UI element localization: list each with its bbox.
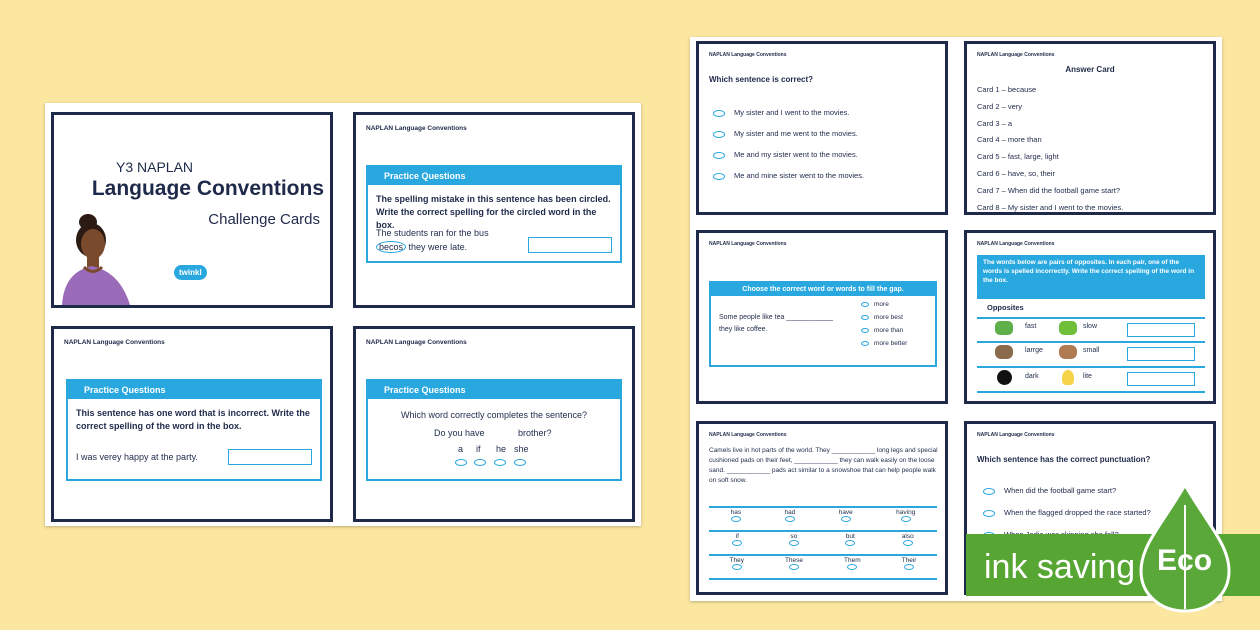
answer-line: Card 3 – a (977, 118, 1013, 128)
instruction-banner: The words below are pairs of opposites. In each pair, one of the words is spelled incorrectly. Write the correct spelling of the word in the box. (977, 255, 1205, 299)
choice-row-2 (709, 533, 937, 547)
radio-a[interactable] (455, 459, 467, 466)
option-a: a (458, 444, 464, 454)
choice-label: have (838, 509, 853, 516)
student-illustration (58, 210, 138, 305)
word-fast: fast (1025, 323, 1037, 330)
option-4 (861, 340, 907, 347)
option-label: My sister and I went to the movies. (734, 108, 850, 117)
cover-tagline: Challenge Cards (208, 211, 320, 228)
choice (844, 557, 861, 571)
ink-saving-text: ink saving (984, 548, 1136, 586)
car-slow-icon (1059, 321, 1077, 335)
complete-sentence-card (353, 326, 635, 522)
radio-icon[interactable] (903, 540, 913, 546)
radio-icon[interactable] (983, 510, 995, 517)
option-label: more best (874, 314, 903, 321)
instruction-bar-text: Choose the correct word or words to fill the gap. (711, 283, 935, 296)
dark-circle-icon (997, 370, 1012, 385)
option-3 (861, 327, 903, 334)
answer-line: Card 5 – fast, large, light (977, 152, 1059, 162)
radio-icon[interactable] (713, 152, 725, 159)
radio-he[interactable] (494, 459, 506, 466)
left-sheet (45, 103, 641, 526)
choice-row-1 (709, 509, 937, 523)
box-title: Practice Questions (68, 381, 320, 399)
sentence-text: Some people like tea (719, 314, 785, 321)
card-header: NAPLAN Language Conventions (366, 125, 467, 132)
choice-label: They (729, 557, 744, 564)
option-label: more than (874, 327, 904, 334)
radio-icon[interactable] (983, 488, 995, 495)
card-header: NAPLAN Language Conventions (64, 339, 165, 346)
choice (730, 557, 744, 571)
option-he: he (496, 444, 507, 454)
option-2 (861, 314, 903, 321)
option-4 (713, 171, 864, 180)
choice (785, 509, 796, 523)
choice-label: also (901, 533, 914, 540)
choice (731, 509, 741, 523)
word-small: small (1083, 347, 1100, 354)
choice (845, 533, 855, 547)
animal-small-icon (1059, 345, 1077, 359)
answer-line: Card 1 – because (977, 85, 1037, 94)
answer-line: Card 7 – When did the football game start? (977, 185, 1120, 195)
radio-icon[interactable] (847, 564, 857, 570)
option-label: Me and my sister went to the movies. (734, 150, 858, 159)
cover-title: Language Conventions (91, 177, 324, 200)
card-header: NAPLAN Language Conventions (366, 339, 467, 346)
answers-list (977, 82, 1123, 215)
question: Which sentence has the correct punctuation? (977, 455, 1151, 464)
sentence: I was verey happy at the party. (76, 452, 198, 462)
choice (902, 557, 917, 571)
sentence-line-2 (376, 241, 467, 254)
card-header: NAPLAN Language Conventions (977, 52, 1055, 58)
radio-icon[interactable] (845, 540, 855, 546)
circled-word: becos (376, 241, 406, 253)
correct-sentence-card (696, 41, 948, 215)
radio-icon[interactable] (861, 328, 869, 333)
option-label: Me and mine sister went to the movies. (734, 171, 865, 180)
box-title: Practice Questions (368, 381, 620, 399)
instruction: This sentence has one word that is incorrect. Write the correct spelling of the word in the box. (76, 408, 310, 432)
option-1 (713, 108, 849, 117)
word-slow: slow (1083, 323, 1098, 330)
sentence-part-2: they like coffee. (719, 326, 768, 333)
practice-questions-box (366, 379, 622, 481)
radio-she[interactable] (514, 459, 526, 466)
incorrect-word-card (51, 326, 333, 522)
card-header: NAPLAN Language Conventions (709, 241, 787, 247)
choice (896, 509, 915, 523)
practice-questions-box (66, 379, 322, 481)
fill-gap-card (696, 230, 948, 404)
radio-icon[interactable] (789, 540, 799, 546)
option-3 (713, 150, 858, 159)
choice-label: having (896, 509, 916, 516)
choice-label: has (730, 509, 742, 516)
instruction-bar (709, 281, 937, 367)
answer-line: Card 2 – very (977, 101, 1023, 111)
question: Which word correctly completes the sentence? (400, 410, 588, 420)
word-dark: dark (1025, 373, 1039, 380)
radio-icon[interactable] (731, 516, 741, 522)
row-divider (977, 391, 1205, 393)
option-if: if (476, 444, 481, 454)
radio-icon[interactable] (785, 516, 795, 522)
answer-box[interactable] (1127, 372, 1195, 386)
option-1 (983, 486, 1116, 495)
card-header: NAPLAN Language Conventions (709, 432, 787, 438)
answer-card-title: Answer Card (1065, 65, 1115, 74)
radio-icon[interactable] (732, 564, 742, 570)
answer-card (964, 41, 1216, 215)
option-2 (983, 508, 1151, 517)
sentence-part-1: Do you have (434, 428, 485, 438)
twinkl-logo (174, 265, 207, 280)
radio-icon[interactable] (861, 302, 869, 307)
answer-line: Card 6 – have, so, their (977, 168, 1055, 178)
radio-icon[interactable] (901, 516, 911, 522)
card-header: NAPLAN Language Conventions (709, 52, 787, 58)
answer-line: Card 8 – My sister and I went to the movies. (977, 202, 1124, 212)
choice (839, 509, 853, 523)
table-title: Opposites (987, 303, 1024, 312)
answer-box[interactable] (1127, 347, 1195, 361)
sentence-part-2: brother? (518, 428, 552, 438)
passage: Camels live in hot parts of the world. They ____________ long legs and special cushioned pads on their feet, ____________ they can walk easily on the loose sand. ____________ pads act similar to a snowshoe that can help people walk on soft snow. (709, 447, 938, 485)
option-label: more (874, 301, 889, 308)
twinkl-logo-text: twinkl (179, 268, 202, 277)
lightbulb-icon (1062, 370, 1074, 385)
row-divider (977, 317, 1205, 319)
option-label: My sister and me went to the movies. (734, 129, 858, 138)
practice-questions-box (366, 165, 622, 263)
box-title: Practice Questions (368, 167, 620, 185)
choice (785, 557, 803, 571)
camels-card (696, 421, 948, 595)
choice-label: These (784, 557, 804, 564)
card-header: NAPLAN Language Conventions (977, 432, 1055, 438)
answer-line: Card 4 – more than (977, 135, 1042, 145)
row-divider (977, 341, 1205, 343)
spelling-circled-card (353, 112, 635, 308)
sentence-end: they were late. (408, 242, 468, 252)
choice-label: Them (844, 557, 861, 564)
card-header: NAPLAN Language Conventions (977, 241, 1055, 247)
cover-card (51, 112, 333, 308)
radio-icon[interactable] (713, 173, 725, 180)
sentence-line-1: The students ran for the bus (376, 228, 489, 238)
question: Which sentence is correct? (709, 75, 814, 84)
option-she: she (514, 444, 529, 454)
answer-box[interactable] (228, 449, 312, 465)
animal-large-icon (995, 345, 1013, 359)
instruction: The spelling mistake in this sentence has been circled. Write the correct spelling for the circled word in the box. (376, 194, 611, 231)
radio-icon[interactable] (713, 110, 725, 117)
option-label: When did the football game start? (1004, 486, 1117, 495)
choice (789, 533, 799, 547)
choice (732, 533, 742, 547)
option-2 (713, 129, 858, 138)
choice-row-3 (709, 557, 937, 571)
word-larrge: larrge (1025, 347, 1043, 354)
answer-box[interactable] (1127, 323, 1195, 337)
radio-icon[interactable] (713, 131, 725, 138)
option-label: When the flagged dropped the race started? (1004, 508, 1151, 517)
radio-if[interactable] (474, 459, 486, 466)
word-lite: lite (1083, 373, 1092, 380)
sentence-part-1: Some people like tea ____________ (719, 314, 834, 321)
opposites-card (964, 230, 1216, 404)
cover-subtitle: Y3 NAPLAN (116, 159, 194, 175)
choice-label: so (790, 533, 798, 540)
option-label: more better (874, 340, 908, 347)
radio-icon[interactable] (841, 516, 851, 522)
eco-label: Eco (1157, 544, 1213, 577)
row-divider (977, 366, 1205, 368)
radio-icon[interactable] (861, 341, 869, 346)
radio-icon[interactable] (904, 564, 914, 570)
choice-label: Their (901, 557, 917, 564)
choice (902, 533, 914, 547)
choice-label: if (735, 533, 739, 540)
choice-label: but (845, 533, 855, 540)
option-1 (861, 301, 889, 308)
choice-grid (709, 508, 937, 578)
answer-box[interactable] (528, 237, 612, 253)
car-fast-icon (995, 321, 1013, 335)
choice-label: had (784, 509, 796, 516)
radio-icon[interactable] (861, 315, 869, 320)
radio-icon[interactable] (789, 564, 799, 570)
radio-icon[interactable] (732, 540, 742, 546)
row-divider (709, 578, 937, 580)
